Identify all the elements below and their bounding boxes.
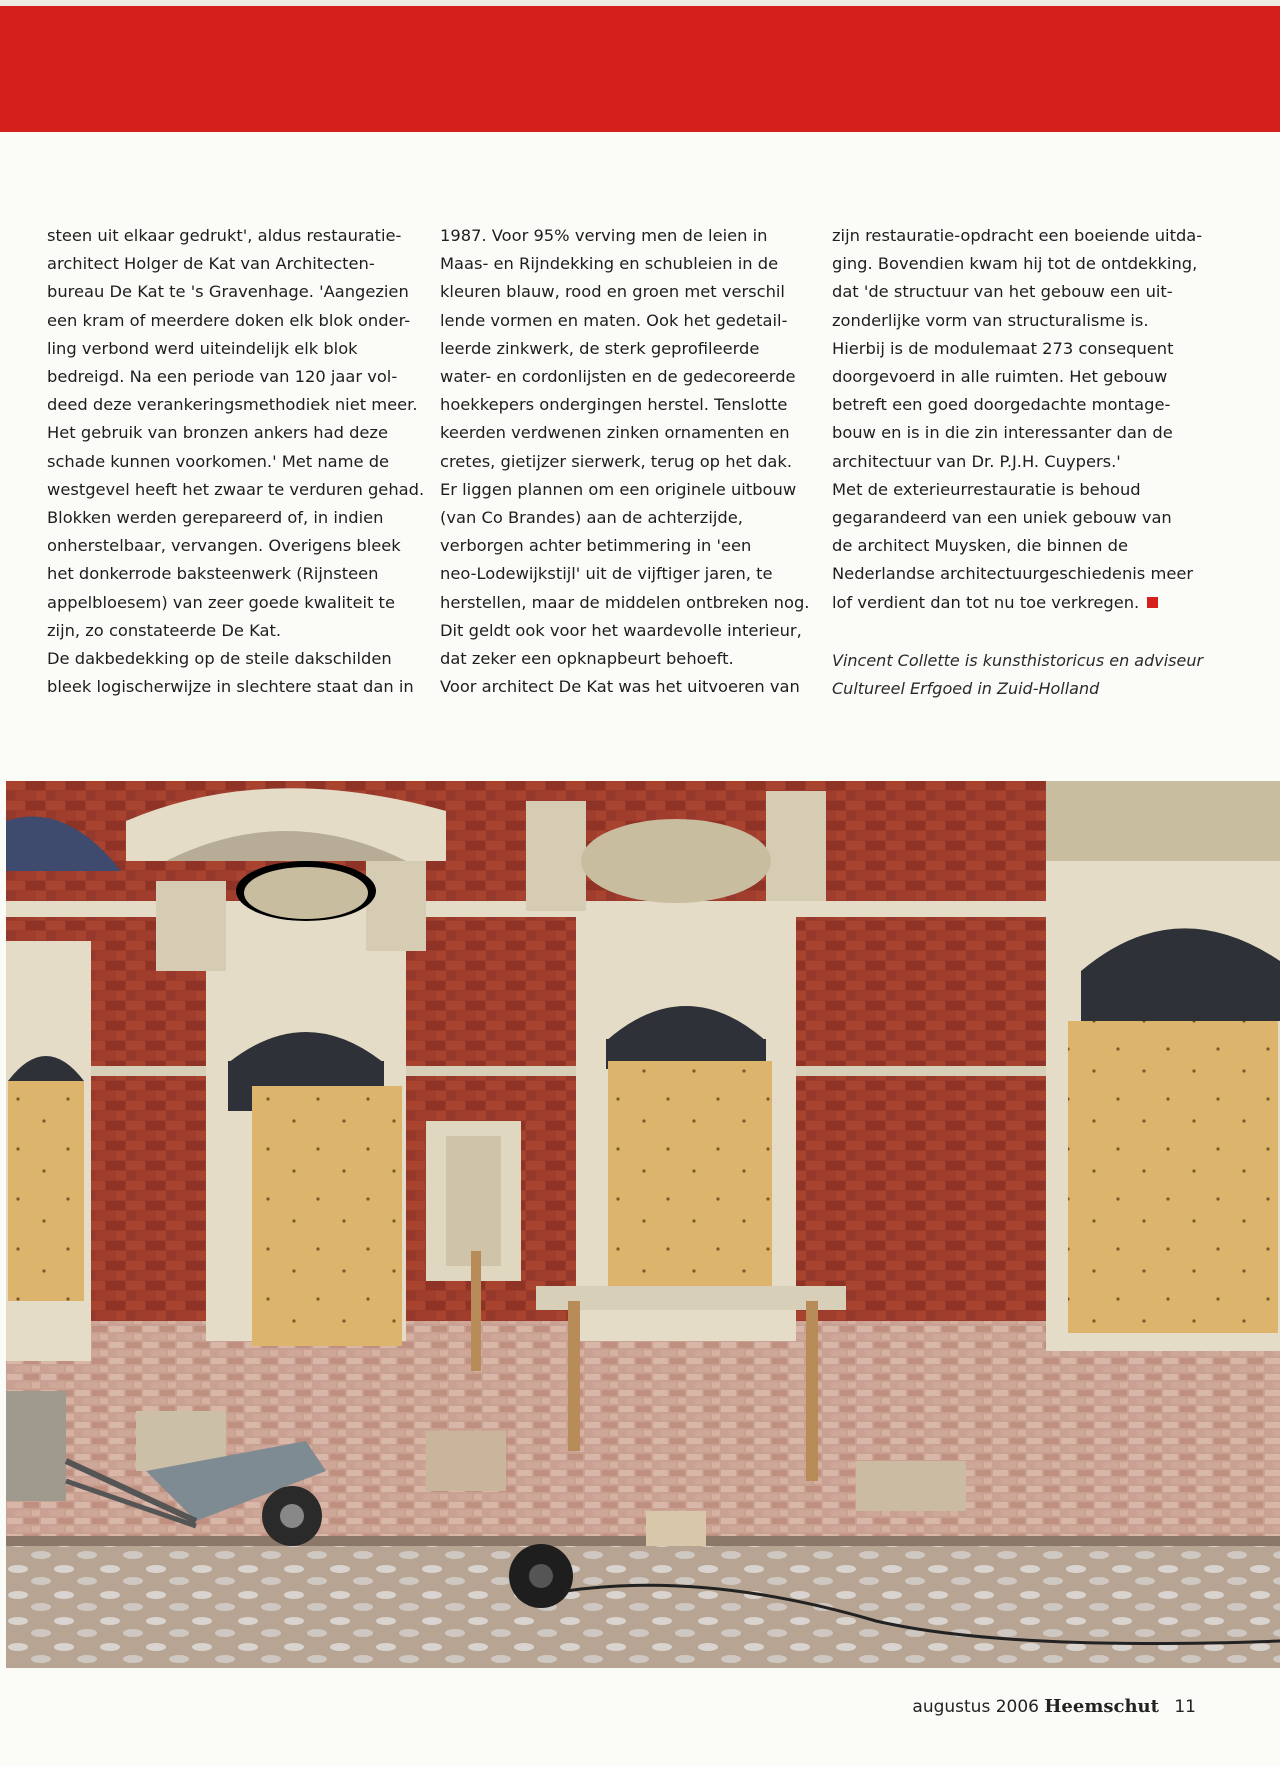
- text-line: water- en cordonlijsten en de gedecoreerde: [440, 367, 796, 387]
- top-red-band: [0, 0, 1280, 132]
- article-column-2: [440, 222, 810, 701]
- text-line: gegarandeerd van een uniek gebouw van: [832, 508, 1172, 528]
- text-line: herstellen, maar de middelen ontbreken nog.: [440, 592, 810, 612]
- text-line: doorgevoerd in alle ruimten. Het gebouw: [832, 367, 1168, 387]
- text-line: (van Co Brandes) aan de achterzijde,: [440, 508, 743, 528]
- issue-date: augustus 2006: [912, 1697, 1039, 1717]
- text-line: zijn restauratie-opdracht een boeiende uitda-: [832, 226, 1203, 245]
- text-line: ling verbond werd uiteindelijk elk blok: [47, 338, 358, 358]
- text-line: cretes, gietijzer sierwerk, terug op het dak.: [440, 451, 793, 471]
- text-line: neo-Lodewijkstijl' uit de vijftiger jaren, te: [440, 564, 773, 584]
- text-line: het donkerrode baksteenwerk (Rijnsteen: [47, 564, 379, 584]
- text-line: Nederlandse architectuurgeschiedenis meer: [832, 564, 1194, 584]
- text-line: steen uit elkaar gedrukt', aldus restauratie-: [47, 226, 402, 245]
- credit-line: Cultureel Erfgoed in Zuid-Holland: [832, 679, 1100, 698]
- text-line: Voor architect De Kat was het uitvoeren van: [440, 677, 800, 697]
- text-line: zijn, zo constateerde De Kat.: [47, 620, 282, 640]
- text-line-last: [832, 589, 1192, 617]
- text-line: Dit geldt ook voor het waardevolle interieur,: [440, 620, 802, 640]
- article-column-1: [47, 222, 425, 701]
- text-line: bouw en is in die zin interessanter dan de: [832, 423, 1173, 443]
- text-line: architectuur van Dr. P.J.H. Cuypers.': [832, 451, 1121, 471]
- text-line: hoekkepers ondergingen herstel. Tenslotte: [440, 395, 788, 415]
- text-line: keerden verdwenen zinken ornamenten en: [440, 423, 790, 443]
- magazine-name: Heemschut: [1044, 1696, 1159, 1717]
- text-line: betreft een goed doorgedachte montage-: [832, 395, 1171, 415]
- text-line: 1987. Voor 95% verving men de leien in: [440, 226, 768, 245]
- text-line: lende vormen en maten. Ook het gedetail-: [440, 310, 788, 330]
- facade-restoration-photo: [6, 781, 1280, 1668]
- text-line: bedreigd. Na een periode van 120 jaar vol-: [47, 367, 398, 387]
- credit-line: Vincent Collette is kunsthistoricus en adviseur: [832, 651, 1204, 670]
- column-3-text: [832, 222, 1203, 617]
- text-line: architect Holger de Kat van Architecten-: [47, 254, 375, 274]
- text-line: kleuren blauw, rood en groen met verschil: [440, 282, 785, 302]
- text-line: ging. Bovendien kwam hij tot de ontdekking,: [832, 254, 1198, 274]
- text-line: Hierbij is de modulemaat 273 consequent: [832, 338, 1174, 358]
- text-line: onherstelbaar, vervangen. Overigens bleek: [47, 536, 401, 556]
- text-line: bleek logischerwijze in slechtere staat dan in: [47, 677, 414, 697]
- text-line: westgevel heeft het zwaar te verduren gehad.: [47, 479, 425, 499]
- text-line: Met de exterieurrestauratie is behoud: [832, 479, 1141, 499]
- page-footer: [912, 1696, 1196, 1717]
- text-line: verborgen achter betimmering in 'een: [440, 536, 752, 556]
- column-2-text: [440, 222, 810, 701]
- text-line: Maas- en Rijndekking en schubleien in de: [440, 254, 779, 274]
- text-line: Blokken werden gerepareerd of, in indien: [47, 508, 384, 528]
- text-line: appelbloesem) van zeer goede kwaliteit te: [47, 592, 395, 612]
- article-column-3: [832, 222, 1203, 617]
- text-line: dat zeker een opknapbeurt behoeft.: [440, 649, 734, 669]
- page-number: 11: [1174, 1697, 1196, 1717]
- text-line: De dakbedekking op de steile dakschilden: [47, 649, 392, 669]
- text-line: schade kunnen voorkomen.' Met name de: [47, 451, 390, 471]
- text-line: Er liggen plannen om een originele uitbouw: [440, 479, 797, 499]
- text-line: een kram of meerdere doken elk blok onder-: [47, 310, 411, 330]
- column-1-text: [47, 222, 425, 701]
- text-line: bureau De Kat te 's Gravenhage. 'Aangezien: [47, 282, 409, 302]
- text-line: zonderlijke vorm van structuralisme is.: [832, 310, 1149, 330]
- text-line: dat 'de structuur van het gebouw een uit-: [832, 282, 1173, 302]
- text-line: deed deze verankeringsmethodiek niet meer.: [47, 395, 418, 415]
- text-line: Het gebruik van bronzen ankers had deze: [47, 423, 388, 443]
- text-line: de architect Muysken, die binnen de: [832, 536, 1128, 556]
- photo-illustration: [6, 781, 1280, 1668]
- author-credit: [832, 647, 1212, 703]
- end-mark-square-icon: [1147, 597, 1158, 608]
- last-line-text: lof verdient dan tot nu toe verkregen.: [832, 592, 1140, 612]
- text-line: leerde zinkwerk, de sterk geprofileerde: [440, 338, 760, 358]
